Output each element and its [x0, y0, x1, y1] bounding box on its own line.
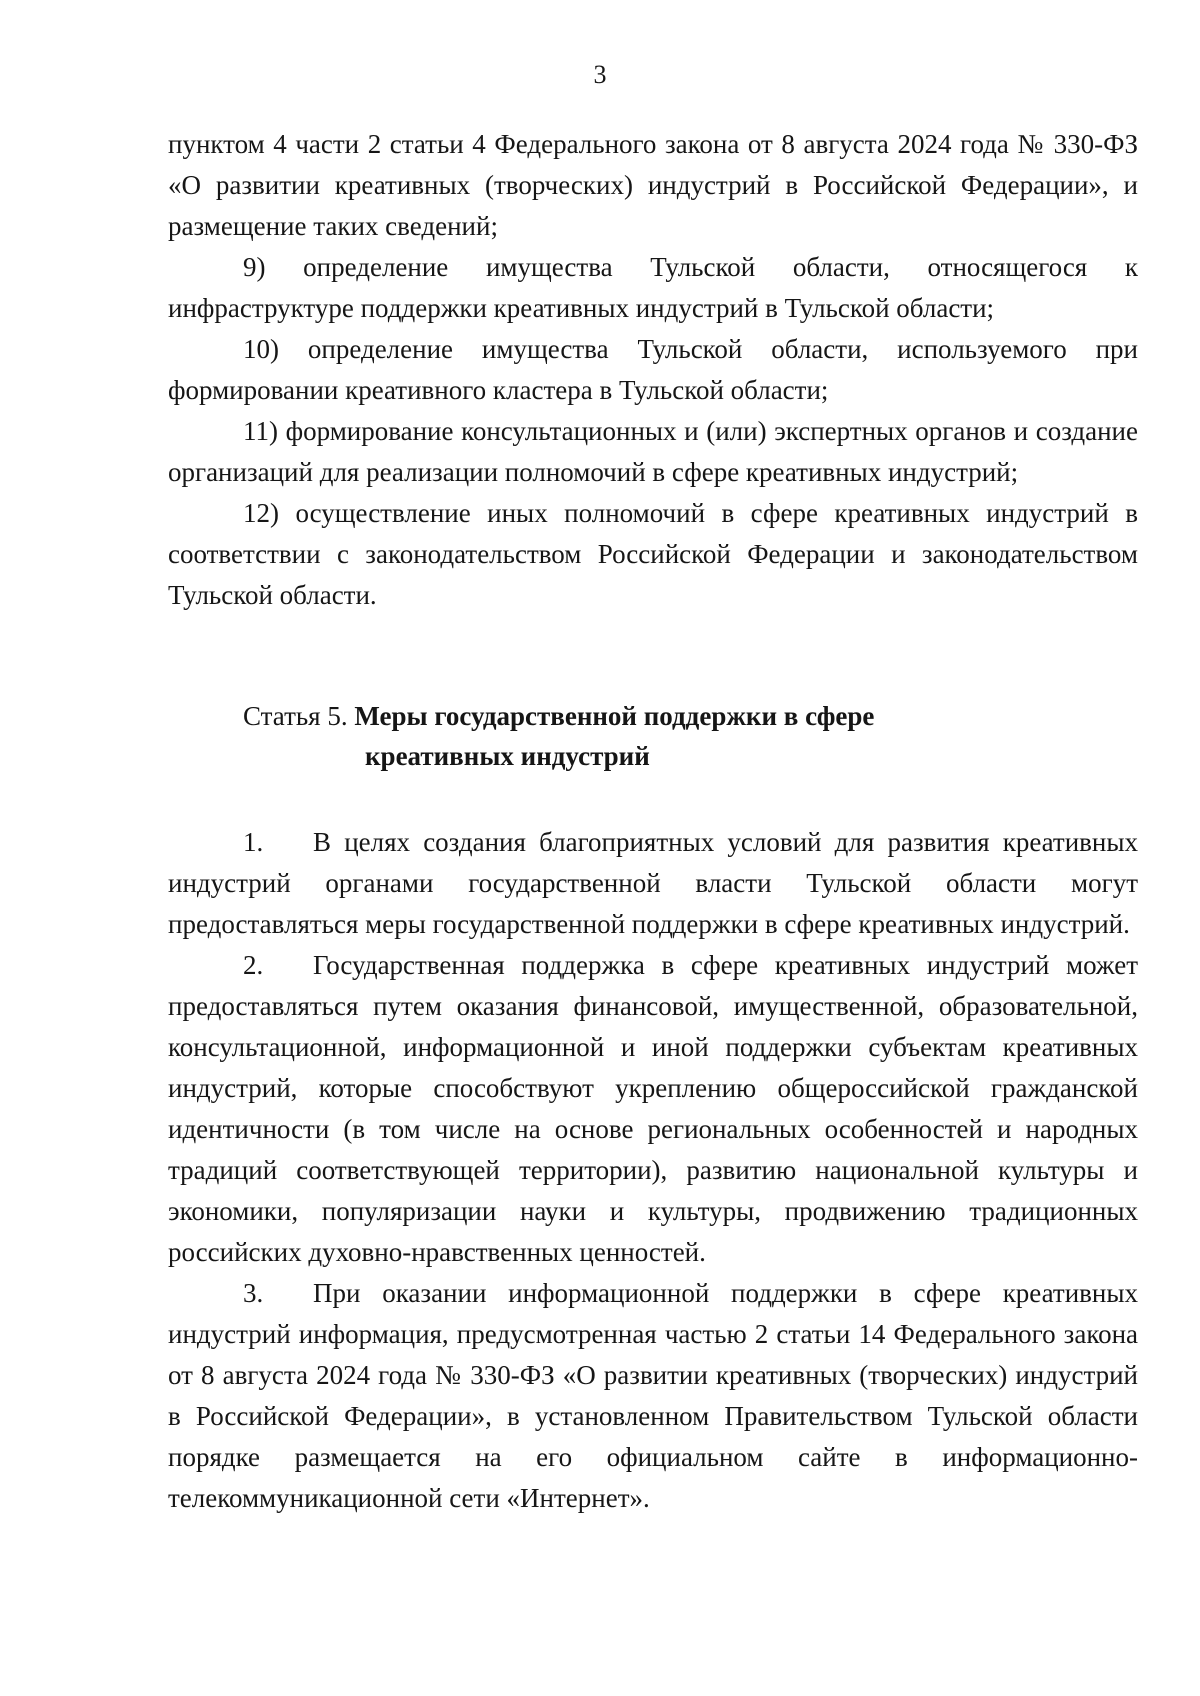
page-number: 3 — [593, 60, 607, 89]
article-paragraph-1 — [168, 822, 1138, 945]
paragraph-number: 2. — [243, 950, 264, 980]
list-item-9: 9) определение имущества Тульской области, относящегося к инфраструктуре поддержки креативных индустрий в Тульской области; — [168, 252, 1138, 323]
article-paragraph-3 — [168, 1273, 1138, 1519]
paragraph-number: 3. — [243, 1278, 264, 1308]
continuation-list — [168, 124, 1138, 616]
article-body — [168, 822, 1138, 1519]
paragraph-text: Государственная поддержка в сфере креативных индустрий может предоставляться путем оказания финансовой, имущественной, образовательной, консультационной, информационной и иной поддержки субъектам креативных индустрий, которые способствуют укреплению общероссийской гражданской идентичности (в том числе на основе региональных особенностей и народных традиций соответствующей территории), развитию национальной культуры и экономики, популяризации науки и культуры, продвижению традиционных российских духовно-нравственных ценностей. — [168, 950, 1138, 1267]
paragraph-text: В целях создания благоприятных условий для развития креативных индустрий органами государственной власти Тульской области могут предоставляться меры государственной поддержки в сфере креативных индустрий. — [168, 827, 1138, 939]
article-paragraph-2 — [168, 945, 1138, 1273]
article-label: Статья 5. — [243, 701, 348, 731]
list-item-12: 12) осуществление иных полномочий в сфере креативных индустрий в соответствии с законодательством Российской Федерации и законодательством Тульской области. — [168, 498, 1138, 610]
article-heading-line-1 — [243, 696, 874, 736]
list-item-10: 10) определение имущества Тульской области, используемого при формировании креативного кластера в Тульской области; — [168, 334, 1138, 405]
paragraph-continuation: пунктом 4 части 2 статьи 4 Федерального закона от 8 августа 2024 года № 330-ФЗ «О развитии креативных (творческих) индустрий в Российской Федерации», и размещение таких сведений; — [168, 129, 1138, 241]
list-item-11: 11) формирование консультационных и (или) экспертных органов и создание организаций для реализации полномочий в сфере креативных индустрий; — [168, 416, 1138, 487]
paragraph-number: 1. — [243, 827, 264, 857]
paragraph-text: При оказании информационной поддержки в сфере креативных индустрий информация, предусмотренная частью 2 статьи 14 Федерального закона от 8 августа 2024 года № 330-ФЗ «О развитии креативных (творческих) индустрий в Российской Федерации», в установленном Правительством Тульской области порядке размещается на его официальном сайте в информационно-телекоммуникационной сети «Интернет». — [168, 1278, 1138, 1513]
article-heading — [243, 696, 874, 776]
article-title-part-2: креативных индустрий — [365, 741, 650, 771]
article-title-part-1: Меры государственной поддержки в сфере — [354, 701, 875, 731]
